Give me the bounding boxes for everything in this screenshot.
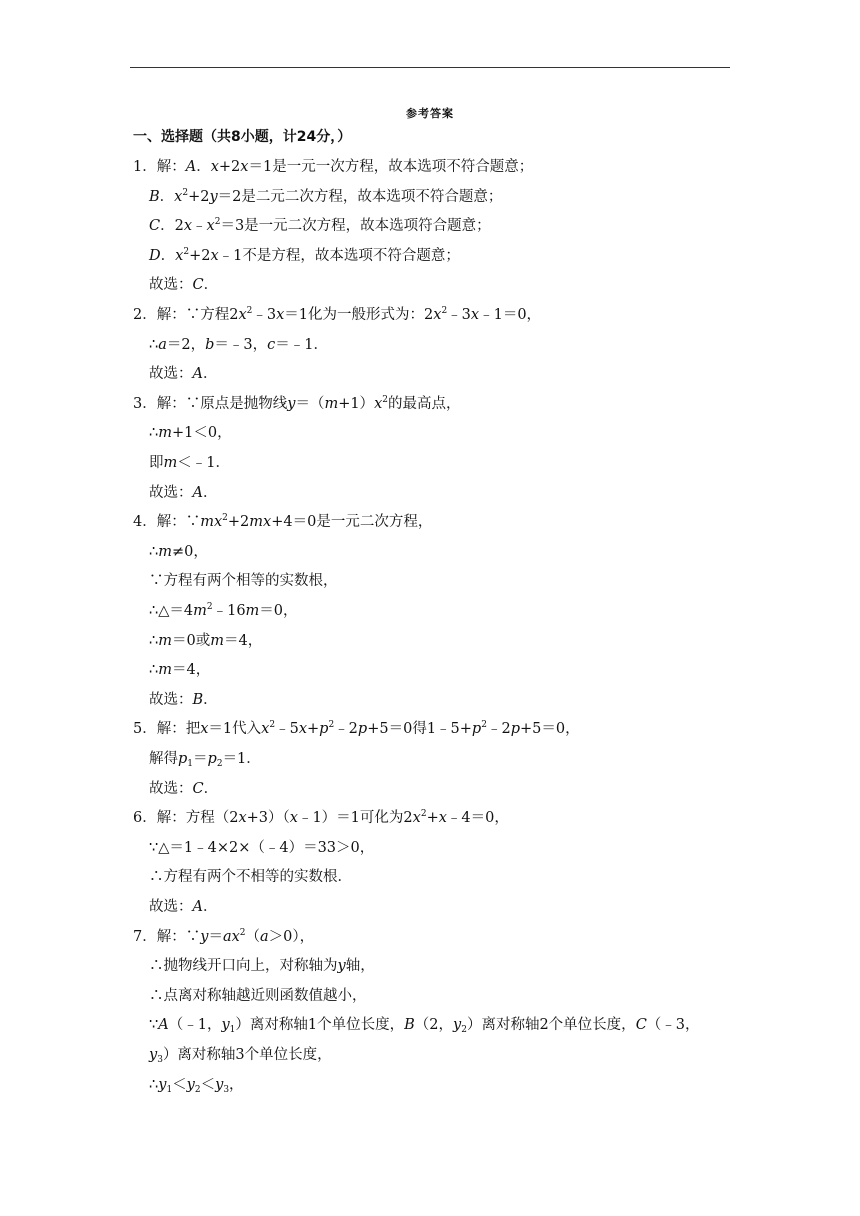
question-answer-start: 1．解：A．x+2x＝1是一元一次方程，故本选项不符合题意； [133,159,534,175]
header-rule [130,67,730,68]
answer-line: ∴m＝4， [149,662,211,679]
answer-line: 故选：B． [149,691,218,708]
question-answer-start: 5．解：把x＝1代入$x^2﹣5x+p^2﹣2p+5=0$得$1﹣5+p^2﹣2p+5=0$， [133,720,580,738]
answer-line: $y_3$）离对称轴3个单位长度， [149,1047,332,1065]
answer-line: 故选：C． [149,780,219,797]
answer-line: $\therefore y_1<y_2<y_3$， [149,1076,244,1095]
answer-line: B．$x^2+2y=2$是二元二次方程，故本选项不符合题意； [149,187,503,205]
page-title: 参考答案 [406,107,454,120]
answer-line: C．$2x﹣x^2=3$是一元二次方程，故本选项符合题意； [149,217,491,235]
answer-line: ∴方程有两个不相等的实数根． [149,869,352,886]
answer-line: 故选：A． [149,366,218,383]
answer-line: ∴m+1＜0， [149,425,232,442]
answer-line: ∴a＝2，b＝﹣3，c＝﹣1． [149,336,329,353]
answer-line: 故选：A． [149,899,218,915]
answer-line: $\therefore\triangle=4m^2﹣16m=0$， [149,602,298,619]
answer-line: 故选：A． [149,484,218,501]
answer-line: 故选：C． [149,277,219,294]
answer-line: D．$x^2+2x﹣1$不是方程，故本选项不符合题意； [149,246,460,264]
question-answer-start: 4．解：$\because mx^2+2mx+4=0$是一元二次方程， [133,513,433,531]
answer-line: ∵△＝1﹣4×2×（﹣4）＝33＞0， [149,839,375,856]
question-answer-start: 7．解：$\because y=ax^2(a>0)$， [133,927,315,945]
question-answer-start: 3．解：∵原点是抛物线$y=(m+1)x^2$的最高点， [133,394,461,412]
answer-line: 解得$p_1=p_2=1$． [149,751,261,769]
answer-line: ∴抛物线开口向上，对称轴为y轴， [149,958,375,975]
answer-line: ∴m＝0或m＝4， [149,632,263,649]
answer-line: ∵A（﹣1，$y_1$）离对称轴1个单位长度，B（2，$y_2$）离对称轴2个单位长度，C（﹣3， [149,1017,700,1036]
section-heading: 一、选择题（共8小题，计24分，） [133,129,352,145]
answer-line: ∵方程有两个相等的实数根， [149,573,338,590]
answer-line: ∴点离对称轴越近则函数值越小， [149,987,367,1004]
question-answer-start: 6．解：方程（2x+3）（x﹣1）＝1可化为$2x^2+x﹣4=0$， [133,809,509,827]
answer-line: ∴m≠0， [149,543,208,560]
answer-line: 即m＜﹣1． [149,455,230,471]
question-answer-start: 2．解：∵方程$2x^2﹣3x=1$化为一般形式为：$2x^2﹣3x﹣1=0$， [133,306,542,323]
